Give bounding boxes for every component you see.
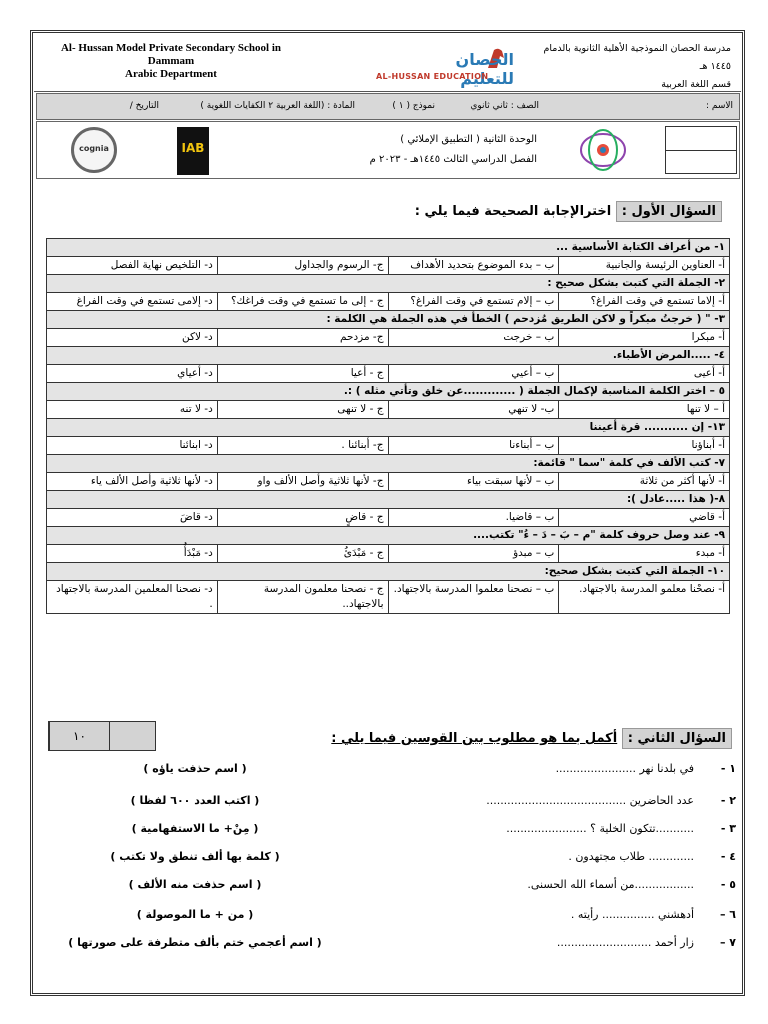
mcq-question-text: ٩- عند وصل حروف كلمة "م – بَ – دَ – ءُ" تكتب.... — [47, 527, 730, 545]
mcq-option-d[interactable]: د- لاكن — [47, 329, 218, 347]
mcq-option-b[interactable]: ب – بدء الموضوع بتحديد الأهداف — [388, 257, 559, 275]
fill-in-number: ٢ - — [720, 794, 736, 807]
name-label[interactable]: الاسم : — [705, 101, 733, 111]
fill-in-number: ٦ – — [719, 908, 736, 921]
school-ar-line1: مدرسة الحصان النموذجية الأهلية الثانوية بالدمام — [543, 43, 731, 54]
cognia-logo — [71, 127, 117, 173]
logo-arabic-text: الحصان للتعليم — [455, 50, 514, 88]
school-ar-line2: ١٤٤٥ هـ — [699, 61, 731, 72]
fill-in-number: ٧ – — [719, 936, 736, 949]
fill-in-stem[interactable]: ............. طلاب مجتهدون . — [568, 850, 694, 863]
fill-in-hint: ( اسم أعجمي ختم بألف متطرفة على صورتها ) — [68, 936, 322, 949]
mcq-option-a[interactable]: أ- لأنها أكثر من ثلاثة — [559, 473, 730, 491]
mcq-question-row — [47, 527, 730, 545]
unit-info-row — [36, 121, 740, 179]
logo-english-text: AL-HUSSAN EDUCATION — [376, 72, 489, 81]
fill-in-hint: ( اسم حذفت منه الألف ) — [128, 878, 262, 891]
school-name-arabic — [471, 40, 731, 94]
unit-line2: الفصل الدراسي الثالث ١٤٤٥هـ - ٢٠٢٣ م — [369, 154, 537, 165]
mcq-options-row — [47, 365, 730, 383]
mcq-option-a[interactable]: أ- إلاما تستمع في وقت الفراغ؟ — [559, 293, 730, 311]
mcq-option-d[interactable]: د- لأنها ثلاثية وأصل الألف ياء — [47, 473, 218, 491]
mcq-option-b[interactable]: ب – أبناءنا — [388, 437, 559, 455]
mcq-option-a[interactable]: أ- مبكرا — [559, 329, 730, 347]
fill-in-item — [40, 792, 736, 818]
unit-title — [277, 130, 537, 170]
mcq-question-row — [47, 239, 730, 257]
mcq-option-a[interactable]: أ- قاضي — [559, 509, 730, 527]
fill-in-item — [40, 760, 736, 786]
mcq-question-text: ١٠- الجملة التي كتبت بشكل صحيح: — [47, 563, 730, 581]
mcq-option-c[interactable]: ج- مزدحم — [217, 329, 388, 347]
mcq-options-row — [47, 437, 730, 455]
mcq-option-b[interactable]: ب – خرجت — [388, 329, 559, 347]
fill-in-hint: ( من + ما الموصولة ) — [136, 908, 254, 921]
mcq-option-d[interactable]: د- أعياي — [47, 365, 218, 383]
mcq-options-row — [47, 473, 730, 491]
mcq-option-c[interactable]: ج - إلى ما تستمع في وقت فراغك؟ — [217, 293, 388, 311]
mcq-option-a[interactable]: أ- نصحْنا معلمو المدرسة بالاجتهاد. — [559, 581, 730, 614]
fill-in-item — [40, 934, 736, 960]
school-en-line2: Dammam — [147, 55, 195, 67]
mcq-option-c[interactable]: ج - أعيا — [217, 365, 388, 383]
question1-instruction: اخترالإجابة الصحيحة فيما يلي : — [414, 204, 612, 219]
mcq-options-row — [47, 401, 730, 419]
mcq-question-row — [47, 347, 730, 365]
mcq-table — [46, 238, 730, 614]
score-value: ١٠ — [49, 722, 109, 750]
mcq-option-d[interactable]: د- نصحنا المعلمين المدرسة بالاجتهاد . — [47, 581, 218, 614]
mcq-question-text: ٧- كتب الألف في كلمة "سما " قائمة: — [47, 455, 730, 473]
mcq-option-c[interactable]: ج- لأنها ثلاثية وأصل الألف واو — [217, 473, 388, 491]
mcq-question-row — [47, 491, 730, 509]
grade-box — [665, 126, 737, 174]
fill-in-hint: ( اكتب العدد ٦٠٠ لفظا ) — [130, 794, 260, 807]
mcq-option-b[interactable]: ب – لأنها سبقت بياء — [388, 473, 559, 491]
mcq-question-row — [47, 419, 730, 437]
question2-label: السؤال الثاني : — [622, 728, 732, 749]
question2-instruction: أكمل بما هو مطلوب بين القوسين فيما يلي : — [331, 731, 618, 746]
fill-in-stem[interactable]: في بلدنا نهر ....................... — [555, 762, 694, 775]
mcq-option-d[interactable]: د- لا تنه — [47, 401, 218, 419]
mcq-options-row — [47, 545, 730, 563]
mcq-option-a[interactable]: أ- أعيى — [559, 365, 730, 383]
mcq-question-text: ١٣- إن ........... قرة أعيننا — [47, 419, 730, 437]
mcq-option-b[interactable]: ب- لا تنهي — [388, 401, 559, 419]
mcq-question-text: ٣- " ( خرجتُ مبكراً و لاكن الطريق مُزدحم ) الخطأ في هذه الجملة هي الكلمة : — [47, 311, 730, 329]
mcq-option-a[interactable]: أ – لا تنها — [559, 401, 730, 419]
fill-in-item — [40, 876, 736, 902]
model-label: نموذج ( ١ ) — [392, 101, 435, 111]
school-en-line1: Al- Hussan Model Private Secondary School in — [60, 42, 281, 54]
mcq-question-text: ٤- .....المرض الأطباء. — [47, 347, 730, 365]
fill-in-stem[interactable]: أدهشني ............... رأيته . — [570, 908, 694, 921]
mcq-question-row — [47, 275, 730, 293]
fill-in-stem[interactable]: عدد الحاضرين ........................................ — [486, 794, 694, 807]
mcq-options-row — [47, 257, 730, 275]
mcq-option-c[interactable]: ج- أبنائنا . — [217, 437, 388, 455]
ministry-logo-icon — [577, 126, 629, 174]
mcq-question-text: ٥ – اختر الكلمة المناسبة لإكمال الجملة ( .............عن خلق وتأتي مثله ) :. — [47, 383, 730, 401]
fill-in-item — [40, 906, 736, 932]
grade-label: الصف : ثاني ثانوي — [470, 101, 539, 111]
mcq-question-text: ١- من أعراف الكتابة الأساسية ... — [47, 239, 730, 257]
mcq-option-a[interactable]: أ- أبناؤنا — [559, 437, 730, 455]
mcq-options-row — [47, 329, 730, 347]
mcq-option-a[interactable]: أ- العناوين الرئيسة والجانبية — [559, 257, 730, 275]
mcq-question-row — [47, 563, 730, 581]
cognia-logo-text: cognia — [79, 144, 109, 153]
question1-label: السؤال الأول : — [616, 201, 722, 222]
fill-in-item — [40, 820, 736, 846]
subject-label: المادة : (اللغة العربية ٢ الكفايات اللغوية ) — [200, 101, 355, 111]
fill-in-number: ٥ - — [720, 878, 736, 891]
mcq-option-b[interactable]: ب – مبدؤ — [388, 545, 559, 563]
mcq-options-row — [47, 509, 730, 527]
mcq-option-b[interactable]: ب – أعيي — [388, 365, 559, 383]
mcq-option-d[interactable]: د- قاضَ — [47, 509, 218, 527]
page-header — [34, 34, 741, 92]
mcq-option-c[interactable]: ج - لا تنهى — [217, 401, 388, 419]
fill-in-item — [40, 848, 736, 874]
unit-line1: الوحدة الثانية ( التطبيق الإملائي ) — [400, 134, 537, 145]
fill-in-stem[interactable]: .................من أسماء الله الحسنى. — [527, 878, 694, 891]
mcq-option-d[interactable]: د- إلامى تستمع في وقت الفراغ — [47, 293, 218, 311]
question2-title — [331, 731, 732, 746]
mcq-question-row — [47, 311, 730, 329]
mcq-options-row — [47, 293, 730, 311]
question1-title — [415, 204, 722, 219]
mcq-options-row — [47, 581, 730, 614]
mcq-option-b[interactable]: ب – قاضيا. — [388, 509, 559, 527]
fill-in-hint: ( اسم حذفت ياؤه ) — [143, 762, 247, 775]
fill-in-hint: ( مِنْ+ ما الاستفهامية ) — [131, 822, 259, 835]
score-box — [48, 721, 156, 751]
mcq-option-c[interactable]: ج - قاضٍ — [217, 509, 388, 527]
fill-in-number: ٣ - — [720, 822, 736, 835]
mcq-question-row — [47, 383, 730, 401]
mcq-option-d[interactable]: د- مَبْدَأُ — [47, 545, 218, 563]
mcq-option-c[interactable]: ج - مَبْدَئُ — [217, 545, 388, 563]
mcq-option-b[interactable]: ب – إلام تستمع في وقت الفراغ؟ — [388, 293, 559, 311]
fill-in-hint: ( كلمة بها ألف تنطق ولا تكتب ) — [110, 850, 280, 863]
mcq-question-row — [47, 455, 730, 473]
mcq-option-d[interactable]: د- ابنائنا — [47, 437, 218, 455]
student-info-row — [36, 93, 740, 120]
mcq-question-text: ٨-( هذا .....عادل ): — [47, 491, 730, 509]
mcq-option-b[interactable]: ب – نصحنا معلموا المدرسة بالاجتهاد. — [388, 581, 559, 614]
fill-in-stem[interactable]: ...........تتكون الخلية ؟ ....................... — [506, 822, 694, 835]
score-empty-cell[interactable] — [109, 722, 157, 750]
date-label[interactable]: التاريخ / — [129, 101, 159, 111]
school-name-english — [46, 42, 296, 81]
mcq-option-d[interactable]: د- التلخيص نهاية الفصل — [47, 257, 218, 275]
fill-in-stem[interactable]: زار أحمد ........................... — [556, 936, 694, 949]
iab-logo: IAB — [177, 127, 209, 175]
school-ar-line3: قسم اللغة العربية — [661, 79, 731, 90]
mcq-option-c[interactable]: ج- الرسوم والجداول — [217, 257, 388, 275]
school-en-line3: Arabic Department — [125, 68, 217, 80]
mcq-question-text: ٢- الجملة التي كتبت بشكل صحيح : — [47, 275, 730, 293]
mcq-option-c[interactable]: ج - نصحنا معلمون المدرسة بالاجتهاد.. — [217, 581, 388, 614]
fill-in-number: ١ - — [720, 762, 736, 775]
fill-in-number: ٤ - — [720, 850, 736, 863]
mcq-option-a[interactable]: أ- مبدء — [559, 545, 730, 563]
